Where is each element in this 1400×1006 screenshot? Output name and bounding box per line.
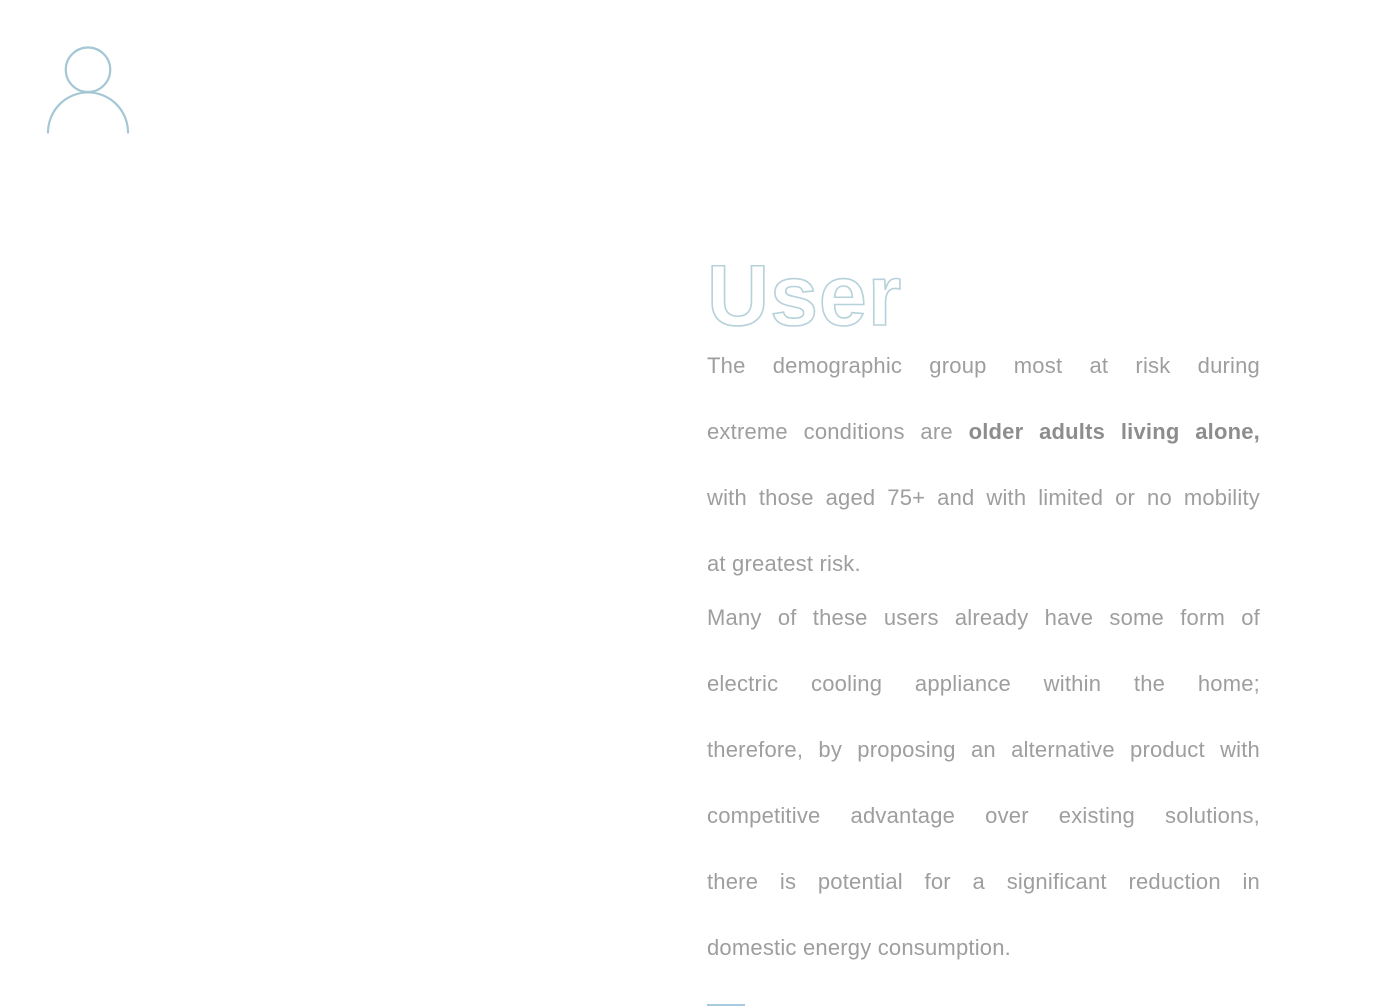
paragraph-line: therefore, by proposing an alternative product with (707, 737, 1260, 762)
paragraph-line: competitive advantage over existing solutions, (707, 803, 1260, 828)
paragraph-line: domestic energy consumption. (707, 935, 1011, 960)
paragraph-appliance (707, 601, 1260, 964)
paragraph-line (707, 415, 1260, 481)
paragraph-line: at greatest risk. (707, 551, 861, 576)
person-icon (47, 45, 130, 135)
user-section (707, 248, 1260, 1006)
paragraph-line: Many of these users already have some form of (707, 605, 1260, 630)
paragraph-text: extreme conditions are (707, 419, 969, 444)
paragraph-line: there is potential for a significant reduction in (707, 869, 1260, 894)
paragraph-line: with those aged 75+ and with limited or no mobility (707, 485, 1260, 510)
paragraph-line: The demographic group most at risk during (707, 353, 1260, 378)
bold-text-older-adults: older adults living alone, (968, 419, 1260, 444)
paragraph-demographic (707, 349, 1260, 580)
page-title: User (707, 248, 903, 344)
paragraph-line: electric cooling appliance within the home; (707, 671, 1260, 696)
